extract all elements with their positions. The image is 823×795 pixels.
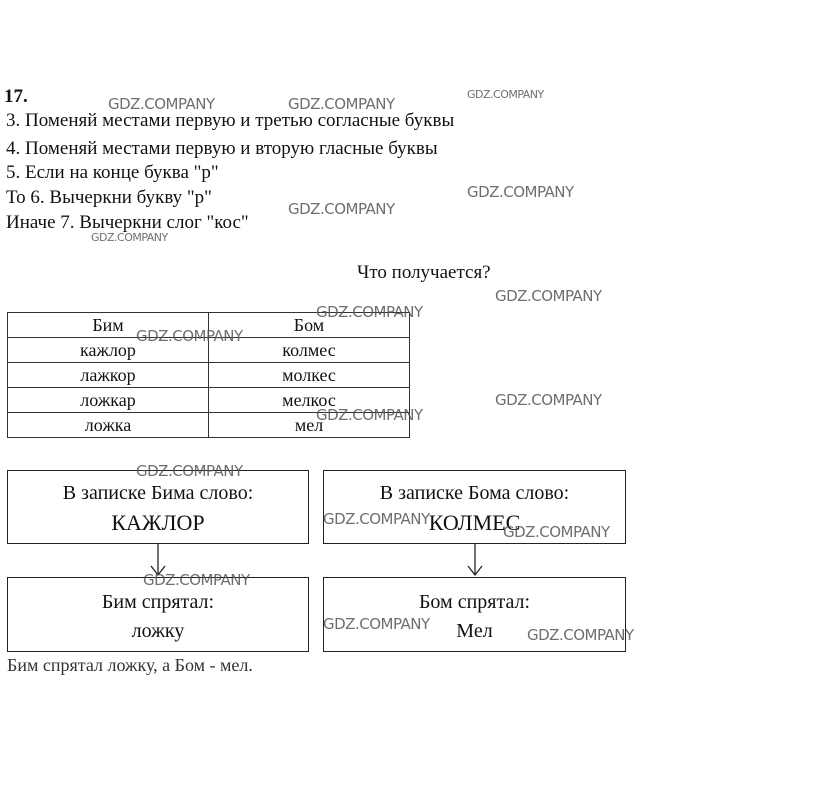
bom-note-title: В записке Бома слово: <box>379 482 570 504</box>
watermark: GDZ.COMPANY <box>495 287 602 305</box>
watermark: GDZ.COMPANY <box>136 462 243 480</box>
watermark: GDZ.COMPANY <box>503 523 610 541</box>
watermark: GDZ.COMPANY <box>467 183 574 201</box>
bim-note-title: В записке Бима слово: <box>62 482 254 504</box>
step-7: Иначе 7. Вычеркни слог "кос" <box>6 212 249 233</box>
watermark: GDZ.COMPANY <box>288 200 395 218</box>
step-6: То 6. Вычеркни букву "р" <box>6 187 212 208</box>
table-cell: мелкос <box>209 388 410 413</box>
bim-note-word: КАЖЛОР <box>111 510 205 535</box>
arrow-down-icon <box>465 544 485 578</box>
watermark: GDZ.COMPANY <box>316 406 423 424</box>
table-cell: колмес <box>209 338 410 363</box>
table-cell: кажлор <box>8 338 209 363</box>
watermark: GDZ.COMPANY <box>467 88 544 101</box>
header-bom: Бом <box>209 313 410 338</box>
watermark: GDZ.COMPANY <box>136 327 243 345</box>
table-row <box>8 363 410 388</box>
step-5: 5. Если на конце буква "р" <box>6 162 219 183</box>
bim-hid-word: ложку <box>131 620 185 642</box>
bim-note-box <box>7 470 309 544</box>
bim-hid-title: Бим спрятал: <box>101 591 215 613</box>
table-cell: мел <box>209 413 410 438</box>
task-number: 17. <box>4 86 28 107</box>
watermark: GDZ.COMPANY <box>527 626 634 644</box>
step-4: 4. Поменяй местами первую и вторую гласные буквы <box>6 138 438 159</box>
bom-note-word: КОЛМЕС <box>428 510 521 535</box>
table-cell: лажкор <box>8 363 209 388</box>
question: Что получается? <box>357 262 491 283</box>
watermark: GDZ.COMPANY <box>323 510 430 528</box>
step-3: 3. Поменяй местами первую и третью согласные буквы <box>6 110 455 131</box>
table-cell: ложкар <box>8 388 209 413</box>
bom-hid-title: Бом спрятал: <box>418 591 531 613</box>
watermark: GDZ.COMPANY <box>495 391 602 409</box>
watermark: GDZ.COMPANY <box>108 95 215 113</box>
table-cell: молкес <box>209 363 410 388</box>
header-bim: Бим <box>8 313 209 338</box>
bom-hid-word: Мел <box>456 620 493 642</box>
watermark: GDZ.COMPANY <box>288 95 395 113</box>
watermark: GDZ.COMPANY <box>316 303 423 321</box>
summary-text: Бим спрятал ложку, а Бом - мел. <box>7 655 253 675</box>
table-cell: ложка <box>8 413 209 438</box>
watermark: GDZ.COMPANY <box>323 615 430 633</box>
watermark: GDZ.COMPANY <box>143 571 250 589</box>
watermark: GDZ.COMPANY <box>91 231 168 244</box>
